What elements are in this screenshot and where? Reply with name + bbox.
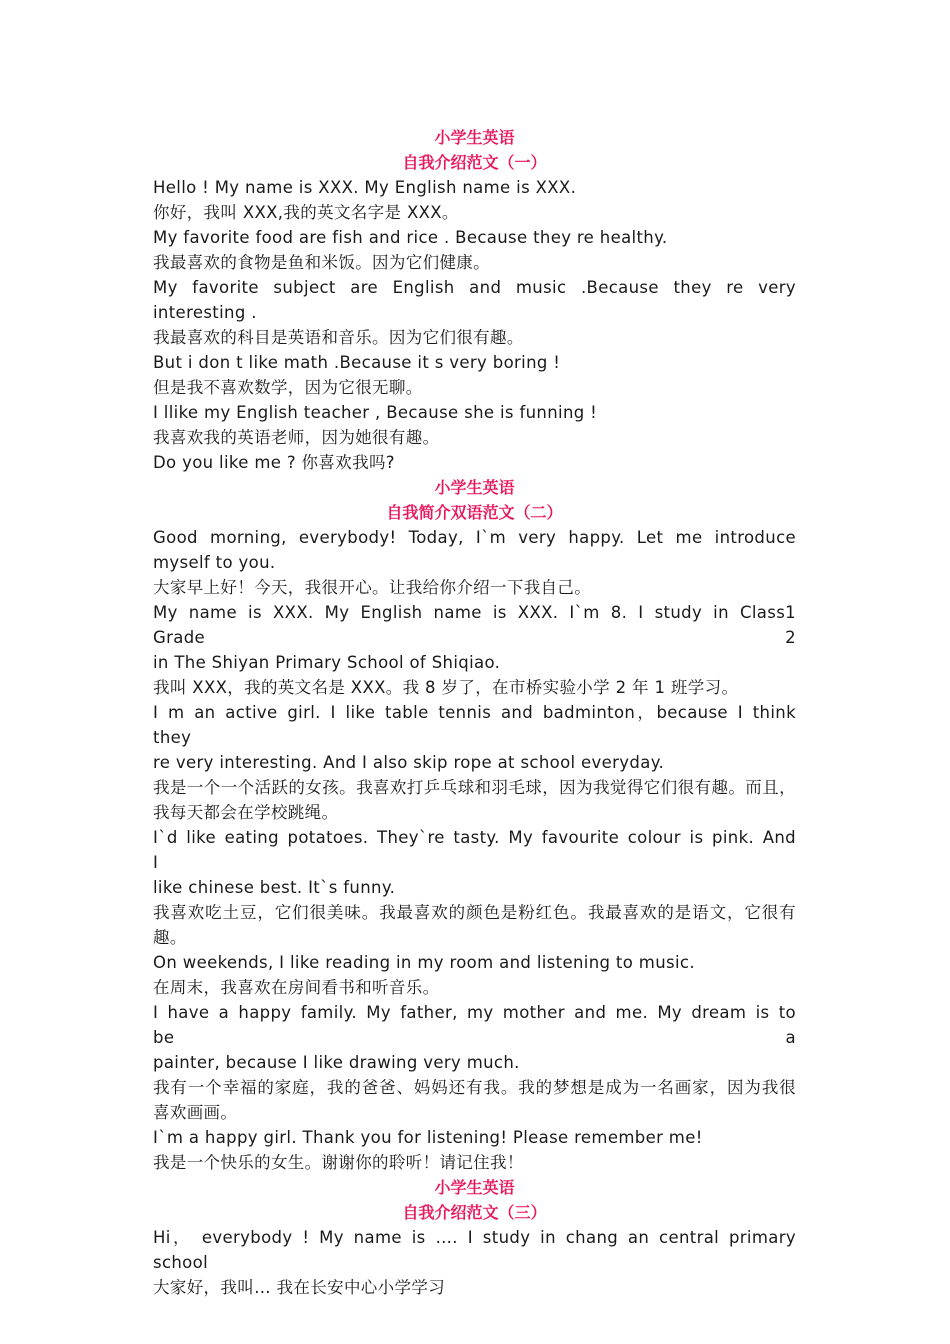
paragraph-line: 趣。	[153, 928, 187, 947]
paragraph-line: I`d like eating potatoes. They`re tasty. My favourite colour is pink. And I	[153, 828, 796, 872]
section-title: 小学生英语	[434, 478, 515, 497]
paragraph-line: painter, because I like drawing very much.	[153, 1053, 520, 1072]
paragraph-line: 大家早上好！今天，我很开心。让我给你介绍一下我自己。	[153, 578, 592, 597]
section-title: 小学生英语	[434, 128, 515, 147]
paragraph-line: 我喜欢吃土豆，它们很美味。我最喜欢的颜色是粉红色。我最喜欢的是语文，它很有	[153, 903, 796, 922]
paragraph-line: in The Shiyan Primary School of Shiqiao.	[153, 653, 501, 672]
paragraph-line: 在周末，我喜欢在房间看书和听音乐。	[153, 978, 440, 997]
paragraph-line: 你好，我叫 XXX,我的英文名字是 XXX。	[153, 203, 459, 222]
paragraph-line: 我叫 XXX，我的英文名是 XXX。我 8 岁了，在市桥实验小学 2 年 1 班学习。	[153, 678, 739, 697]
paragraph-line: 我喜欢我的英语老师，因为她很有趣。	[153, 428, 440, 447]
paragraph-line: myself to you.	[153, 553, 276, 572]
paragraph-line: 我最喜欢的科目是英语和音乐。因为它们很有趣。	[153, 328, 524, 347]
paragraph-line: interesting .	[153, 303, 257, 322]
paragraph-line: I have a happy family. My father, my mother and me. My dream is to be a	[153, 1003, 796, 1047]
paragraph-line: I`m a happy girl. Thank you for listening! Please remember me!	[153, 1128, 703, 1147]
paragraph-line: 我每天都会在学校跳绳。	[153, 803, 339, 822]
paragraph-line: 喜欢画画。	[153, 1103, 238, 1122]
section-subtitle: 自我介绍范文（三）	[402, 1203, 547, 1222]
paragraph-line: 但是我不喜欢数学，因为它很无聊。	[153, 378, 423, 397]
paragraph-line: I m an active girl. I like table tennis and badminton，because I think they	[153, 703, 796, 747]
section-3	[153, 1175, 796, 1300]
paragraph-line: 大家好，我叫… 我在长安中心小学学习	[153, 1278, 446, 1297]
paragraph-line: 我是一个快乐的女生。谢谢你的聆听！请记住我！	[153, 1153, 524, 1172]
document-page	[153, 125, 796, 1300]
paragraph-line: My favorite subject are English and music .Because they re very	[153, 278, 796, 297]
paragraph-line: I llike my English teacher , Because she is funning !	[153, 403, 598, 422]
paragraph-line: My favorite food are fish and rice . Because they re healthy.	[153, 228, 668, 247]
paragraph-line: 我最喜欢的食物是鱼和米饭。因为它们健康。	[153, 253, 490, 272]
paragraph-line: Hi， everybody ! My name is …. I study in chang an central primary	[153, 1228, 796, 1247]
paragraph-line: My name is XXX. My English name is XXX. I`m 8. I study in Class1 Grade 2	[153, 603, 796, 647]
section-title: 小学生英语	[434, 1178, 515, 1197]
paragraph-line: Do you like me ? 你喜欢我吗?	[153, 453, 395, 472]
paragraph-line: Good morning, everybody! Today, I`m very happy. Let me introduce	[153, 528, 796, 547]
paragraph-line: Hello ! My name is XXX. My English name is XXX.	[153, 178, 577, 197]
section-subtitle: 自我介绍范文（一）	[402, 153, 547, 172]
paragraph-line: On weekends, I like reading in my room and listening to music.	[153, 953, 695, 972]
section-2	[153, 475, 796, 1175]
paragraph-line: But i don t like math .Because it s very boring !	[153, 353, 561, 372]
paragraph-line: school	[153, 1253, 208, 1272]
section-subtitle: 自我简介双语范文（二）	[386, 503, 563, 522]
paragraph-line: like chinese best. It`s funny.	[153, 878, 396, 897]
paragraph-line: 我有一个幸福的家庭，我的爸爸、妈妈还有我。我的梦想是成为一名画家，因为我很	[153, 1078, 796, 1097]
paragraph-line: re very interesting. And I also skip rope at school everyday.	[153, 753, 665, 772]
section-1	[153, 125, 796, 475]
paragraph-line: 我是一个一个活跃的女孩。我喜欢打乒乓球和羽毛球，因为我觉得它们很有趣。而且，	[153, 778, 796, 797]
